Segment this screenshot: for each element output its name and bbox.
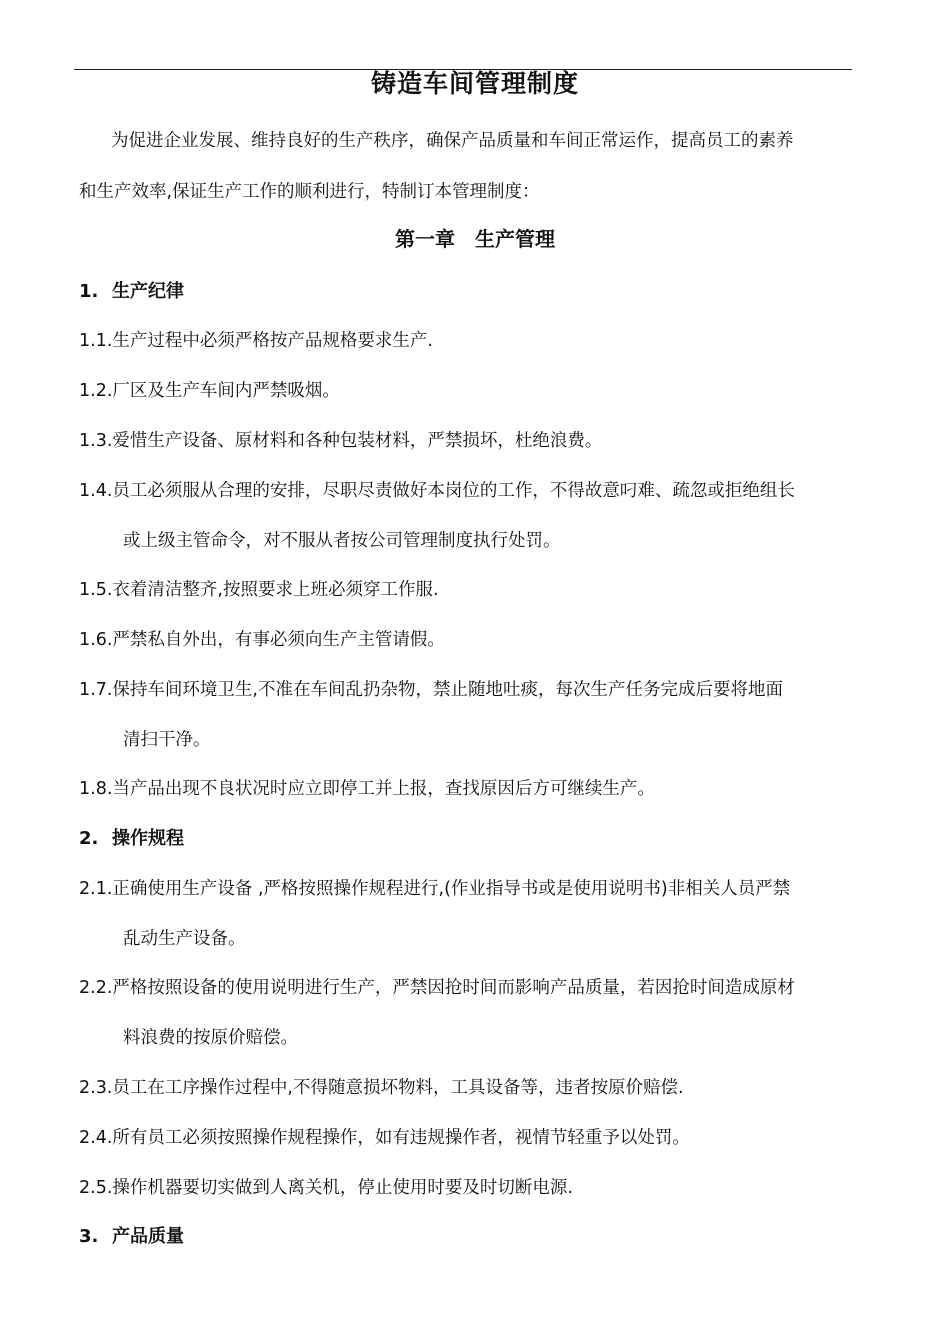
section-title: 产品质量 — [112, 1226, 184, 1247]
chapter-heading: 第一章 生产管理 — [395, 227, 555, 251]
section-title: 操作规程 — [112, 828, 184, 849]
list-item — [79, 429, 859, 453]
section-heading — [79, 1225, 184, 1249]
list-item-continuation: 料浪费的按原价赔偿。 — [123, 1028, 298, 1048]
list-item-continuation: 或上级主管命令，对不服从者按公司管理制度执行处罚。 — [123, 531, 561, 551]
list-item — [79, 877, 859, 951]
section-heading — [79, 827, 184, 851]
list-item — [79, 379, 859, 403]
list-item — [79, 976, 859, 1050]
list-item-text: 1.8.当产品出现不良状况时应立即停工并上报，查找原因后方可继续生产。 — [79, 779, 655, 799]
intro-paragraph-line2: 和生产效率,保证生产工作的顺利进行，特制订本管理制度： — [79, 182, 540, 202]
list-item — [79, 777, 859, 801]
section-title: 生产纪律 — [112, 281, 184, 302]
list-item-text: 2.2.严格按照设备的使用说明进行生产，严禁因抢时间而影响产品质量，若因抢时间造成原材 — [79, 978, 795, 998]
list-item — [79, 578, 859, 602]
list-item-text: 1.7.保持车间环境卫生,不准在车间乱扔杂物，禁止随地吐痰，每次生产任务完成后要将地面 — [79, 680, 783, 700]
list-item — [79, 1126, 859, 1150]
document-title: 铸造车间管理制度 — [370, 69, 579, 98]
section-number: 1. — [79, 281, 99, 302]
list-item-text: 1.6.严禁私自外出，有事必须向生产主管请假。 — [79, 630, 445, 650]
list-item-text: 2.3.员工在工序操作过程中,不得随意损坏物料，工具设备等，违者按原价赔偿. — [79, 1078, 684, 1098]
list-item — [79, 1176, 859, 1200]
list-item — [79, 628, 859, 652]
intro-paragraph-line1: 为促进企业发展、维持良好的生产秩序，确保产品质量和车间正常运作，提高员工的素养 — [111, 131, 794, 151]
list-item — [79, 479, 859, 553]
list-item-text: 2.5.操作机器要切实做到人离关机，停止使用时要及时切断电源. — [79, 1178, 573, 1198]
list-item — [79, 678, 859, 752]
list-item-text: 2.4.所有员工必须按照操作规程操作，如有违规操作者，视情节轻重予以处罚。 — [79, 1128, 690, 1148]
list-item — [79, 329, 859, 353]
list-item-text: 1.1.生产过程中必须严格按产品规格要求生产. — [79, 331, 433, 351]
section-number: 2. — [79, 828, 99, 849]
list-item-text: 1.5.衣着清洁整齐,按照要求上班必须穿工作服. — [79, 580, 439, 600]
list-item-text: 1.3.爱惜生产设备、原材料和各种包装材料，严禁损坏，杜绝浪费。 — [79, 431, 603, 451]
section-heading — [79, 280, 184, 304]
list-item-continuation: 乱动生产设备。 — [123, 929, 246, 949]
list-item-text: 1.2.厂区及生产车间内严禁吸烟。 — [79, 381, 340, 401]
list-item-text: 1.4.员工必须服从合理的安排，尽职尽责做好本岗位的工作，不得故意叼难、疏忽或拒绝组长 — [79, 481, 795, 501]
section-number: 3. — [79, 1226, 99, 1247]
list-item-continuation: 清扫干净。 — [123, 730, 211, 750]
list-item-text: 2.1.正确使用生产设备 ,严格按照操作规程进行,(作业指导书或是使用说明书)非相关人员严禁 — [79, 879, 791, 899]
list-item — [79, 1076, 859, 1100]
